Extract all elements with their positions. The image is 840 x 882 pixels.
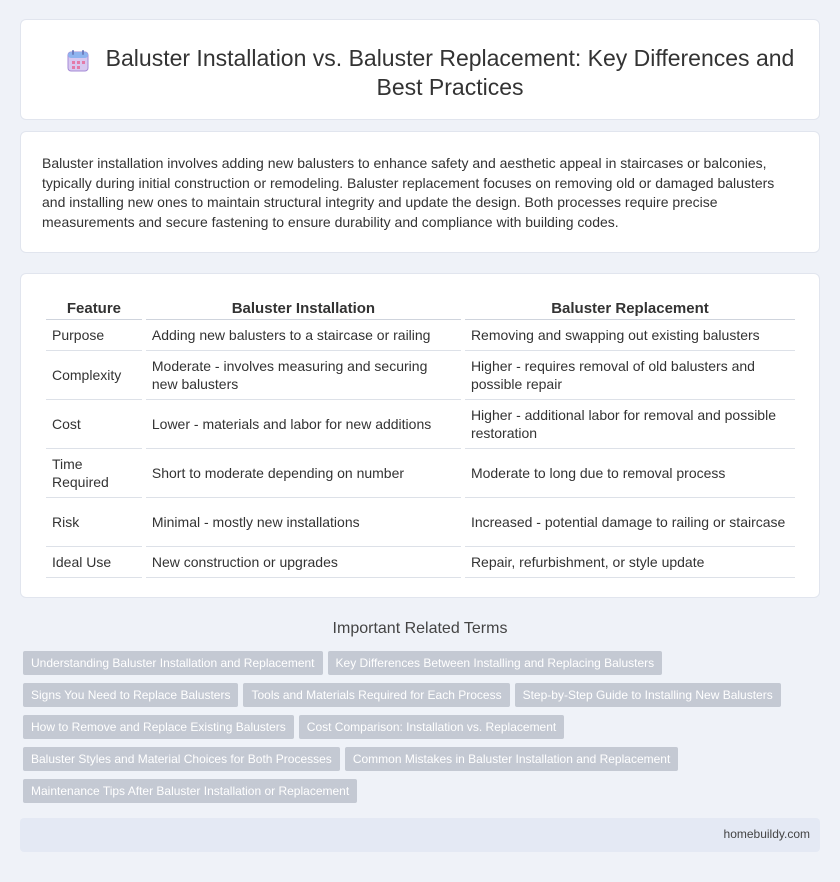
header-replacement: Baluster Replacement <box>465 296 795 320</box>
row-replacement: Repair, refurbishment, or style update <box>465 547 795 578</box>
footer-site[interactable]: homebuildy.com <box>723 827 810 841</box>
related-tag[interactable]: Baluster Styles and Material Choices for Both Processes <box>23 747 340 771</box>
comparison-table <box>42 296 799 578</box>
page-title: Baluster Installation vs. Baluster Replacement: Key Differences and Best Practices <box>105 45 795 100</box>
related-tag[interactable]: Signs You Need to Replace Balusters <box>23 683 238 707</box>
row-replacement: Higher - requires removal of old balusters and possible repair <box>465 351 795 400</box>
row-installation: Short to moderate depending on number <box>146 449 461 498</box>
row-replacement: Moderate to long due to removal process <box>465 449 795 498</box>
related-tag[interactable]: How to Remove and Replace Existing Balusters <box>23 715 294 739</box>
table-row <box>46 320 795 351</box>
row-installation: New construction or upgrades <box>146 547 461 578</box>
calendar-icon <box>65 48 91 74</box>
table-row <box>46 498 795 547</box>
row-installation: Moderate - involves measuring and securing new balusters <box>146 351 461 400</box>
related-tags <box>23 651 813 811</box>
row-replacement: Increased - potential damage to railing or staircase <box>465 498 795 547</box>
related-tag[interactable]: Tools and Materials Required for Each Process <box>243 683 509 707</box>
row-installation: Minimal - mostly new installations <box>146 498 461 547</box>
related-terms-title: Important Related Terms <box>332 620 508 637</box>
related-tag[interactable]: Maintenance Tips After Baluster Installation or Replacement <box>23 779 357 803</box>
title-wrap <box>21 44 819 102</box>
row-replacement: Higher - additional labor for removal and possible restoration <box>465 400 795 449</box>
row-feature: Cost <box>46 400 142 449</box>
table-row <box>46 400 795 449</box>
row-feature: Risk <box>46 498 142 547</box>
row-feature: Time Required <box>46 449 142 498</box>
related-tag[interactable]: Key Differences Between Installing and Replacing Balusters <box>328 651 663 675</box>
intro-card <box>20 131 820 253</box>
intro-paragraph: Baluster installation involves adding new balusters to enhance safety and aesthetic appeal in staircases or balconies, typically during initial construction or remodeling. Baluster replacement focuses on removing old or damaged balusters and installing new ones to maintain structural integrity and update the design. Both processes require precise measurements and secure fastening to ensure durability and compliance with building codes. <box>42 155 775 230</box>
table-header-row <box>46 296 795 320</box>
title-card <box>20 19 820 120</box>
row-feature: Complexity <box>46 351 142 400</box>
header-feature: Feature <box>46 296 142 320</box>
related-tag[interactable]: Cost Comparison: Installation vs. Replacement <box>299 715 564 739</box>
footer <box>20 818 820 852</box>
table-row <box>46 449 795 498</box>
row-feature: Purpose <box>46 320 142 351</box>
table-row <box>46 351 795 400</box>
table-row <box>46 547 795 578</box>
row-feature: Ideal Use <box>46 547 142 578</box>
comparison-card <box>20 273 820 598</box>
related-tag[interactable]: Common Mistakes in Baluster Installation and Replacement <box>345 747 678 771</box>
related-tag[interactable]: Step-by-Step Guide to Installing New Balusters <box>515 683 781 707</box>
row-replacement: Removing and swapping out existing balusters <box>465 320 795 351</box>
related-tag[interactable]: Understanding Baluster Installation and Replacement <box>23 651 323 675</box>
row-installation: Adding new balusters to a staircase or railing <box>146 320 461 351</box>
header-installation: Baluster Installation <box>146 296 461 320</box>
row-installation: Lower - materials and labor for new additions <box>146 400 461 449</box>
